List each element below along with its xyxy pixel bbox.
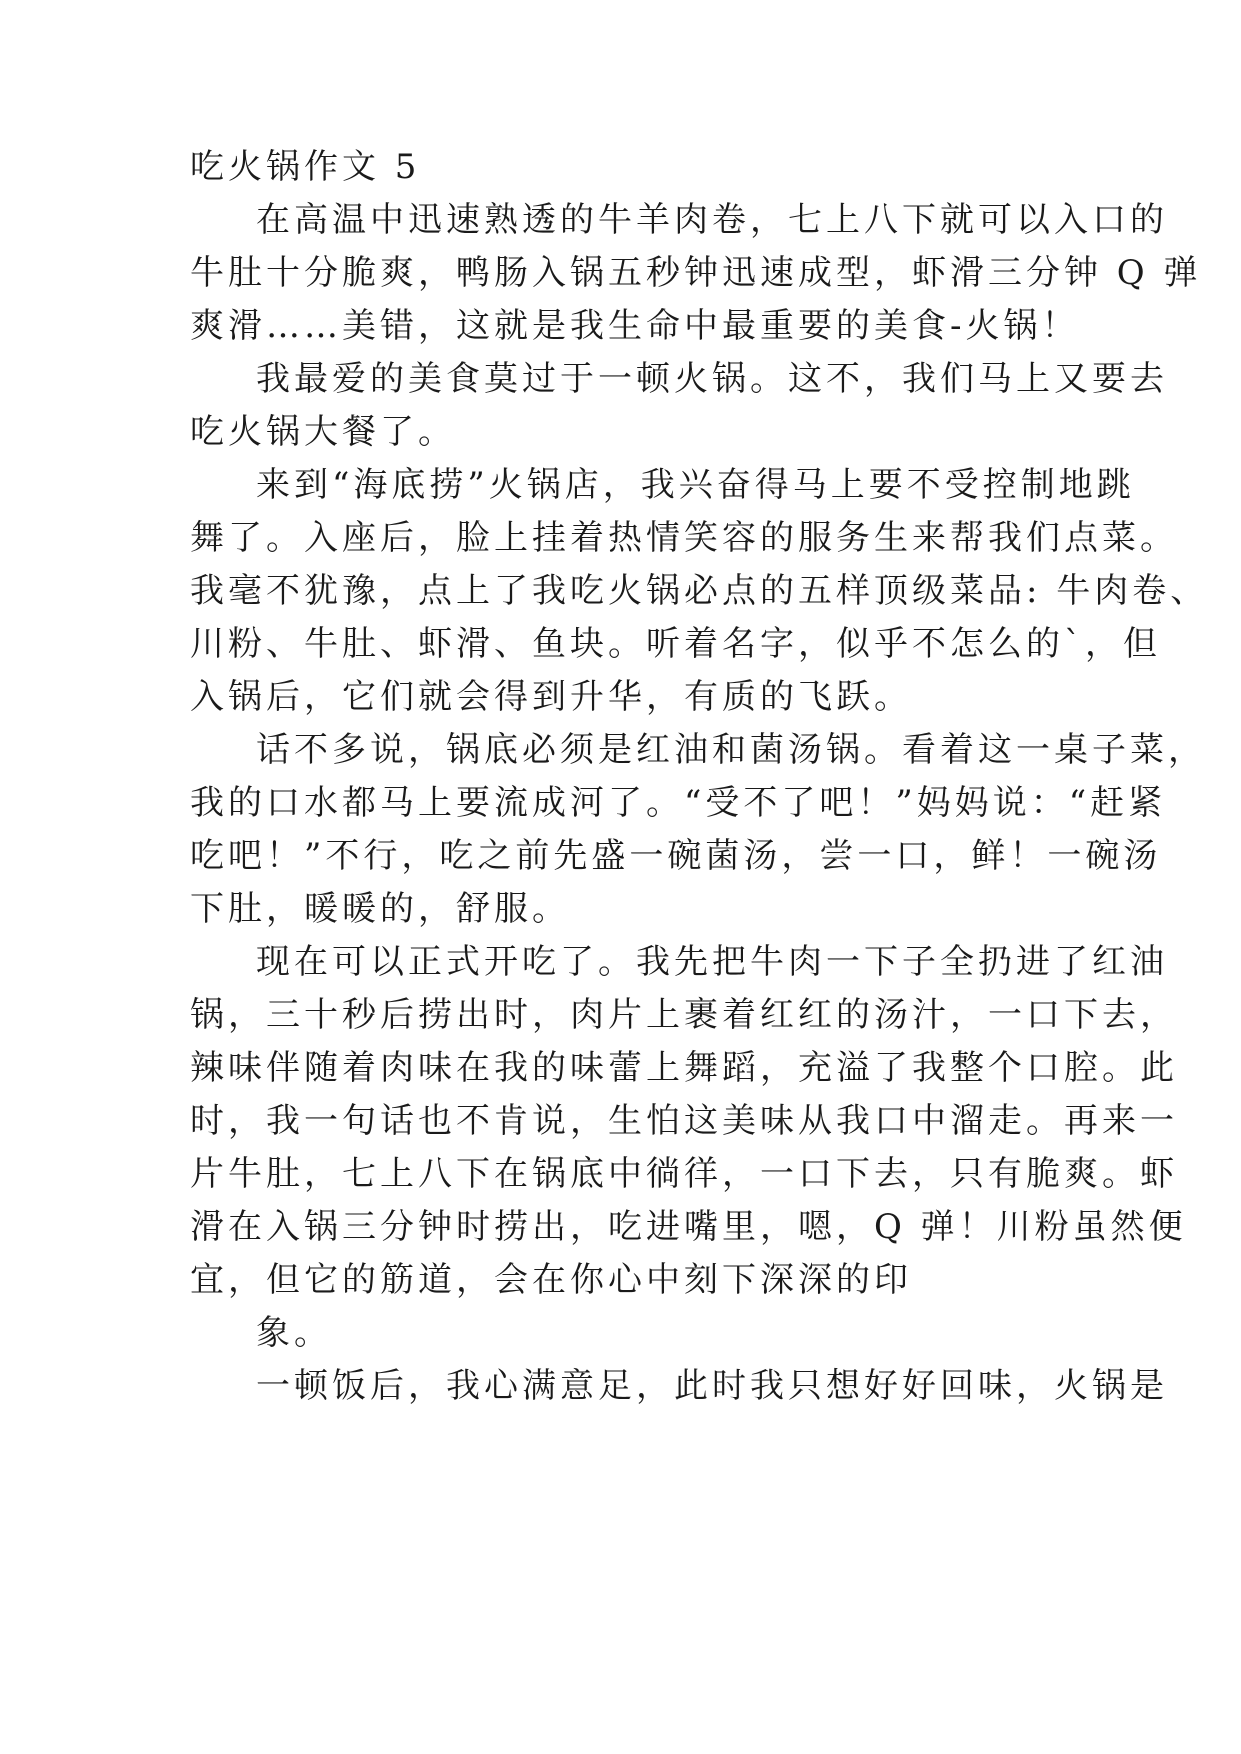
paragraph-line: 我毫不犹豫，点上了我吃火锅必点的五样顶级菜品: 牛肉卷、 xyxy=(190,571,1209,611)
paragraph-line: 滑在入锅三分钟时捞出，吃进嘴里，嗯，Q 弹！川粉虽然便 xyxy=(190,1207,1187,1247)
paragraph-line: 来到“海底捞”火锅店，我兴奋得马上要不受控制地跳 xyxy=(256,465,1135,505)
paragraph-line: 吃火锅大餐了。 xyxy=(190,412,456,452)
paragraph-line: 现在可以正式开吃了。我先把牛肉一下子全扔进了红油 xyxy=(256,942,1168,982)
paragraph-line: 锅，三十秒后捞出时，肉片上裹着红红的汤汁，一口下去， xyxy=(190,995,1178,1035)
paragraph-line: 宜，但它的筋道，会在你心中刻下深深的印 xyxy=(190,1260,912,1300)
paragraph-line: 在高温中迅速熟透的牛羊肉卷，七上八下就可以入口的 xyxy=(256,200,1168,240)
paragraph-line: 川粉、牛肚、虾滑、鱼块。听着名字，似乎不怎么的`，但 xyxy=(190,624,1161,664)
paragraph-line: 入锅后，它们就会得到升华，有质的飞跃。 xyxy=(190,677,912,717)
paragraph-line: 辣味伴随着肉味在我的味蕾上舞蹈，充溢了我整个口腔。此 xyxy=(190,1048,1178,1088)
paragraph-line: 象。 xyxy=(256,1313,332,1353)
paragraph-line: 时，我一句话也不肯说，生怕这美味从我口中溜走。再来一 xyxy=(190,1101,1178,1141)
paragraph-line: 片牛肚，七上八下在锅底中徜徉，一口下去，只有脆爽。虾 xyxy=(190,1154,1178,1194)
paragraph-line: 我的口水都马上要流成河了。“受不了吧！”妈妈说：“赶紧 xyxy=(190,783,1167,823)
paragraph-line: 舞了。入座后，脸上挂着热情笑容的服务生来帮我们点菜。 xyxy=(190,518,1178,558)
paragraph-line: 牛肚十分脆爽，鸭肠入锅五秒钟迅速成型，虾滑三分钟 Q 弹 xyxy=(190,253,1202,293)
paragraph-line: 一顿饭后，我心满意足，此时我只想好好回味，火锅是 xyxy=(256,1366,1168,1406)
paragraph-line: 话不多说，锅底必须是红油和菌汤锅。看着这一桌子菜， xyxy=(256,730,1206,770)
paragraph-line: 吃吧！”不行，吃之前先盛一碗菌汤，尝一口，鲜！一碗汤 xyxy=(190,836,1162,876)
document-title: 吃火锅作文 5 xyxy=(190,147,421,187)
paragraph-line: 爽滑……美错，这就是我生命中最重要的美食-火锅！ xyxy=(190,306,1080,346)
paragraph-line: 我最爱的美食莫过于一顿火锅。这不，我们马上又要去 xyxy=(256,359,1168,399)
paragraph-line: 下肚，暖暖的，舒服。 xyxy=(190,889,570,929)
